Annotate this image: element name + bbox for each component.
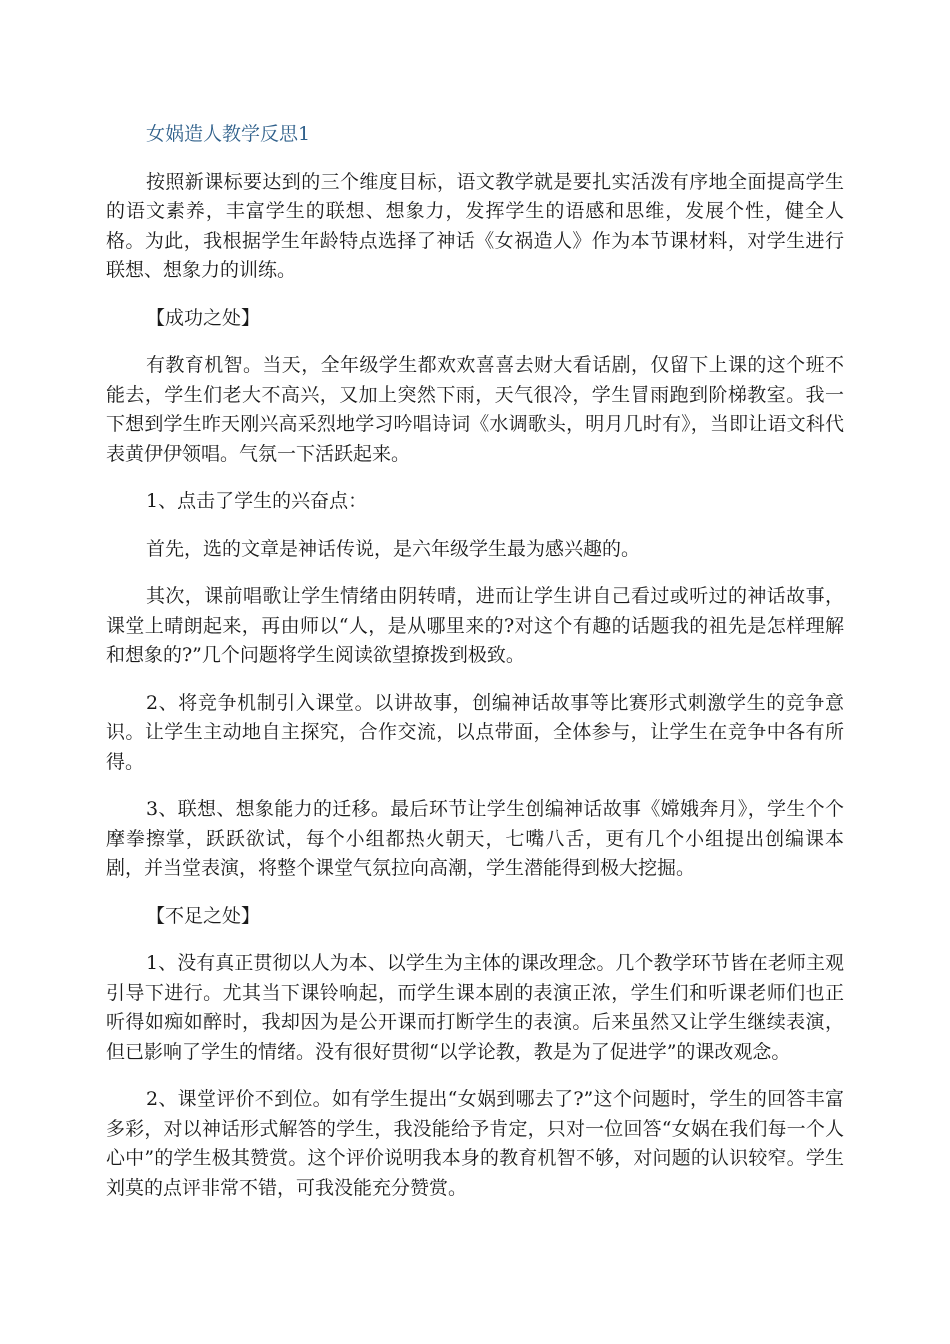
point1-first-paragraph: 首先，选的文章是神话传说，是六年级学生最为感兴趣的。 <box>146 537 641 560</box>
shortcoming1-paragraph: 1、没有真正贯彻以人为本、以学生为主体的课改理念。几个教学环节皆在老师主观引导下进行。尤其当下课铃响起，而学生课本剧的表演正浓，学生们和听课老师们也正听得如痴如醉时，我却因为是公开课而打断学生的表演。后来虽然又让学生继续表演，但已影响了学生的情绪。没有很好贯彻“以学论教，教是为了促进学”的课改观念。 <box>106 952 844 1063</box>
point2-paragraph: 2、将竞争机制引入课堂。以讲故事，创编神话故事等比赛形式刺激学生的竞争意识。让学生主动地自主探究，合作交流，以点带面，全体参与，让学生在竞争中各有所得。 <box>106 691 844 773</box>
intro-paragraph: 按照新课标要达到的三个维度目标，语文教学就是要扎实活泼有序地全面提高学生的语文素养，丰富学生的联想、想象力，发挥学生的语感和思维，发展个性，健全人格。为此，我根据学生年龄特点选择了神话《女祸造人》作为本节课材料，对学生进行联想、想象力的训练。 <box>106 170 844 281</box>
point1-second-paragraph: 其次，课前唱歌让学生情绪由阴转晴，进而让学生讲自己看过或听过的神话故事，课堂上晴朗起来，再由师以“人，是从哪里来的?对这个有趣的话题我的祖先是怎样理解和想象的?”几个问题将学生阅读欲望撩拨到极致。 <box>106 585 844 666</box>
shortcoming-heading: 【不足之处】 <box>146 904 261 927</box>
document-title: 女娲造人教学反思1 <box>146 123 311 145</box>
point1-heading: 1、点击了学生的兴奋点： <box>146 490 368 512</box>
success-heading: 【成功之处】 <box>146 306 261 329</box>
shortcoming2-paragraph: 2、课堂评价不到位。如有学生提出“女娲到哪去了?”这个问题时，学生的回答丰富多彩，对以神话形式解答的学生，我没能给予肯定，只对一位回答“女娲在我们每一个人心中”的学生极其赞赏。这个评价说明我本身的教育机智不够，对问题的认识较窄。学生刘莫的点评非常不错，可我没能充分赞赏。 <box>106 1088 844 1199</box>
point3-paragraph: 3、联想、想象能力的迁移。最后环节让学生创编神话故事《嫦娥奔月》，学生个个摩拳擦掌，跃跃欲试，每个小组都热火朝天，七嘴八舌，更有几个小组提出创编课本剧，并当堂表演，将整个课堂气氛拉向高潮，学生潜能得到极大挖掘。 <box>106 798 844 879</box>
success-intro-paragraph: 有教育机智。当天，全年级学生都欢欢喜喜去财大看话剧，仅留下上课的这个班不能去，学生们老大不高兴，又加上突然下雨，天气很冷，学生冒雨跑到阶梯教室。我一下想到学生昨天刚兴高采烈地学习吟唱诗词《水调歌头，明月几时有》，当即让语文科代表黄伊伊领唱。气氛一下活跃起来。 <box>106 354 844 465</box>
